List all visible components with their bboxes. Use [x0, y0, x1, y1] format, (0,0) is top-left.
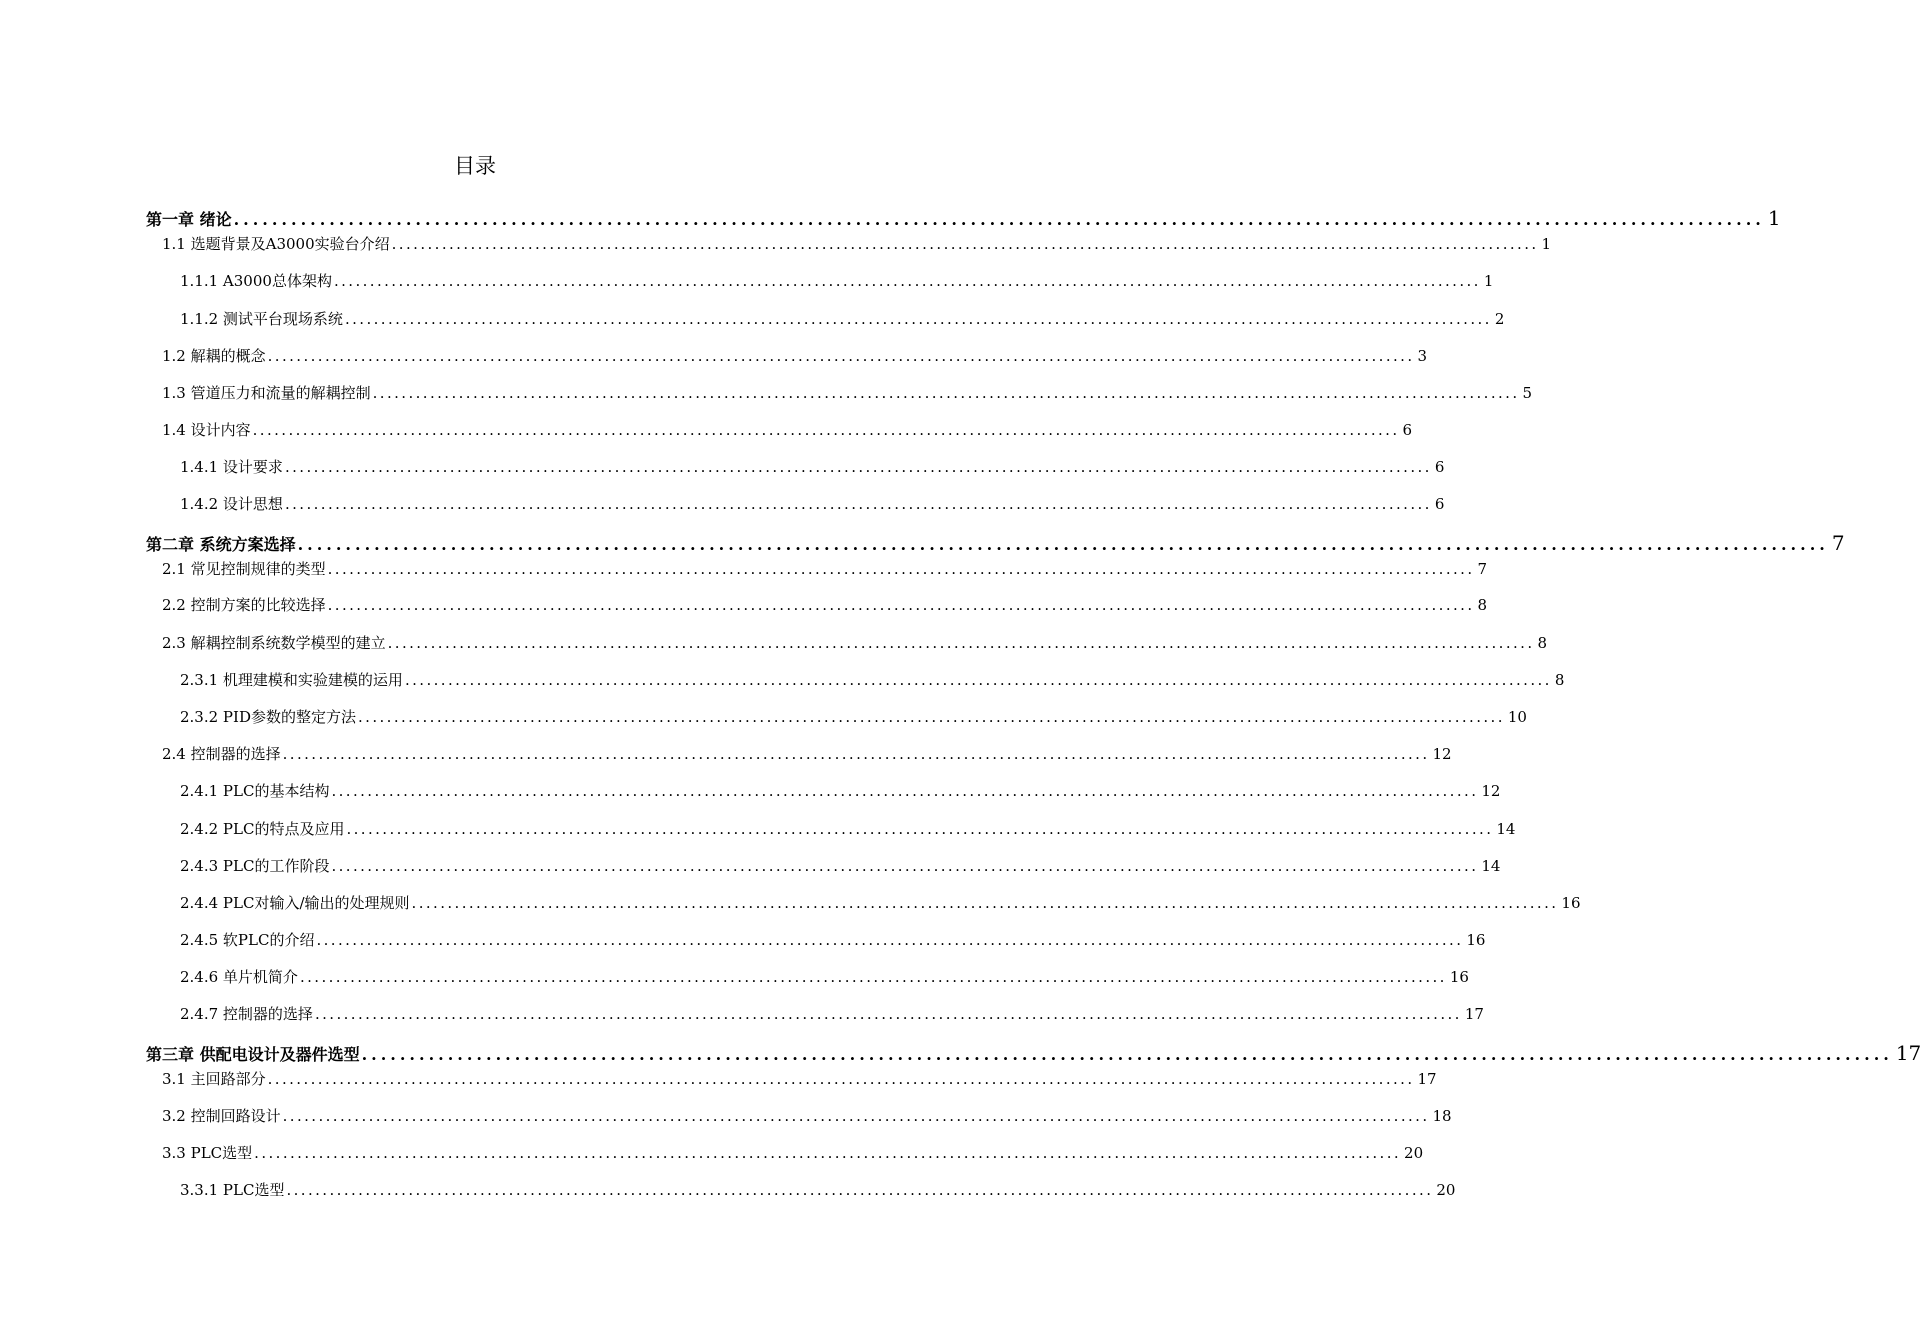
toc-entry-label: 2.4.7 控制器的选择	[180, 1005, 313, 1023]
toc-entry[interactable]	[180, 817, 1516, 841]
toc-entry-page-number: 18	[1432, 1107, 1452, 1125]
toc-dot-leader: ................................................................................................................................................................	[284, 458, 1432, 476]
toc-entry-label: 2.4.1 PLC的基本结构	[180, 782, 330, 800]
toc-entry-label: 第二章 系统方案选择	[146, 535, 296, 554]
toc-entry-page-number: 3	[1417, 347, 1428, 365]
toc-entry-page-number: 17	[1417, 1070, 1437, 1088]
toc-entry-page-number: 12	[1481, 782, 1501, 800]
toc-entry-label: 2.3.2 PID参数的整定方法	[180, 708, 356, 726]
toc-entry[interactable]	[180, 1002, 1484, 1026]
toc-entry[interactable]	[180, 928, 1486, 952]
toc-dot-leader: ................................................................................................................................................................	[331, 857, 1479, 875]
toc-dot-leader: ................................................................................................................................................................	[233, 210, 1765, 229]
toc-dot-leader: ................................................................................................................................................................	[391, 235, 1539, 253]
toc-dot-leader: ................................................................................................................................................................	[297, 535, 1829, 554]
toc-dot-leader: ................................................................................................................................................................	[282, 1107, 1430, 1125]
toc-entry[interactable]	[162, 557, 1488, 581]
toc-entry[interactable]	[146, 531, 1845, 555]
toc-entry-label: 2.3.1 机理建模和实验建模的运用	[180, 671, 403, 689]
toc-entry-label: 1.4.1 设计要求	[180, 458, 283, 476]
toc-dot-leader: ................................................................................................................................................................	[252, 421, 1400, 439]
toc-entry-page-number: 8	[1554, 671, 1565, 689]
toc-dot-leader: ................................................................................................................................................................	[299, 968, 1447, 986]
toc-entry-page-number: 14	[1481, 857, 1501, 875]
toc-entry[interactable]	[146, 1041, 1921, 1065]
toc-entry-page-number: 14	[1496, 820, 1516, 838]
toc-entry[interactable]	[162, 232, 1552, 256]
toc-entry[interactable]	[180, 492, 1445, 516]
toc-dot-leader: ................................................................................................................................................................	[331, 782, 1479, 800]
toc-dot-leader: ................................................................................................................................................................	[411, 894, 1559, 912]
toc-entry[interactable]	[162, 742, 1452, 766]
toc-entry-page-number: 6	[1434, 458, 1445, 476]
toc-entry[interactable]	[162, 1067, 1437, 1091]
toc-dot-leader: ................................................................................................................................................................	[284, 495, 1432, 513]
toc-entry[interactable]	[180, 307, 1505, 331]
toc-dot-leader: ................................................................................................................................................................	[404, 671, 1552, 689]
toc-entry-page-number: 20	[1436, 1181, 1456, 1199]
toc-entry-page-number: 17	[1895, 1041, 1921, 1065]
toc-entry-page-number: 20	[1404, 1144, 1424, 1162]
toc-entry[interactable]	[180, 705, 1527, 729]
toc-entry-label: 1.1.1 A3000总体架构	[180, 272, 332, 290]
toc-entry-label: 1.1 选题背景及A3000实验台介绍	[162, 235, 390, 253]
toc-entry-page-number: 17	[1464, 1005, 1484, 1023]
toc-dot-leader: ................................................................................................................................................................	[346, 820, 1494, 838]
toc-entry-page-number: 1	[1767, 206, 1781, 230]
toc-entry-label: 1.4 设计内容	[162, 421, 251, 439]
toc-entry-label: 第一章 绪论	[146, 210, 232, 229]
toc-dot-leader: ................................................................................................................................................................	[314, 1005, 1462, 1023]
toc-entry-page-number: 7	[1831, 531, 1845, 555]
toc-entry-page-number: 8	[1477, 596, 1488, 614]
toc-dot-leader: ................................................................................................................................................................	[387, 634, 1535, 652]
toc-entry[interactable]	[162, 418, 1413, 442]
toc-entry-label: 第三章 供配电设计及器件选型	[146, 1045, 360, 1064]
toc-dot-leader: ................................................................................................................................................................	[361, 1045, 1893, 1064]
toc-dot-leader: ................................................................................................................................................................	[282, 745, 1430, 763]
toc-entry[interactable]	[180, 779, 1501, 803]
toc-entry[interactable]	[180, 269, 1494, 293]
toc-dot-leader: ................................................................................................................................................................	[316, 931, 1464, 949]
toc-entry-label: 3.1 主回路部分	[162, 1070, 266, 1088]
toc-entry-page-number: 1	[1483, 272, 1494, 290]
toc-entry[interactable]	[162, 381, 1533, 405]
toc-entry-page-number: 6	[1434, 495, 1445, 513]
toc-entry[interactable]	[162, 593, 1488, 617]
toc-dot-leader: ................................................................................................................................................................	[344, 310, 1492, 328]
toc-entry-page-number: 16	[1466, 931, 1486, 949]
toc-entry-page-number: 2	[1494, 310, 1505, 328]
toc-entry-label: 2.4.4 PLC对输入/输出的处理规则	[180, 894, 410, 912]
toc-entry-page-number: 16	[1561, 894, 1581, 912]
toc-entry[interactable]	[162, 344, 1428, 368]
toc-entry[interactable]	[180, 891, 1581, 915]
toc-entry[interactable]	[180, 965, 1469, 989]
toc-dot-leader: ................................................................................................................................................................	[333, 272, 1481, 290]
toc-entry-label: 3.3 PLC选型	[162, 1144, 253, 1162]
toc-entry[interactable]	[162, 1104, 1452, 1128]
page-title: 目录	[454, 154, 496, 178]
toc-dot-leader: ................................................................................................................................................................	[267, 347, 1415, 365]
toc-entry[interactable]	[180, 455, 1445, 479]
toc-entry-label: 2.4.2 PLC的特点及应用	[180, 820, 345, 838]
toc-dot-leader: ................................................................................................................................................................	[267, 1070, 1415, 1088]
toc-entry-label: 2.4.5 软PLC的介绍	[180, 931, 315, 949]
toc-entry[interactable]	[146, 206, 1781, 230]
toc-entry-label: 2.1 常见控制规律的类型	[162, 560, 326, 578]
toc-entry-page-number: 1	[1541, 235, 1552, 253]
toc-entry-page-number: 10	[1507, 708, 1527, 726]
toc-entry-label: 3.2 控制回路设计	[162, 1107, 281, 1125]
toc-entry[interactable]	[162, 631, 1548, 655]
toc-dot-leader: ................................................................................................................................................................	[372, 384, 1520, 402]
toc-entry-label: 2.3 解耦控制系统数学模型的建立	[162, 634, 386, 652]
toc-entry-label: 1.2 解耦的概念	[162, 347, 266, 365]
toc-entry-page-number: 12	[1432, 745, 1452, 763]
toc-dot-leader: ................................................................................................................................................................	[327, 596, 1475, 614]
toc-entry-label: 2.2 控制方案的比较选择	[162, 596, 326, 614]
toc-dot-leader: ................................................................................................................................................................	[327, 560, 1475, 578]
toc-dot-leader: ................................................................................................................................................................	[286, 1181, 1434, 1199]
toc-entry-page-number: 6	[1402, 421, 1413, 439]
toc-entry-page-number: 16	[1449, 968, 1469, 986]
toc-dot-leader: ................................................................................................................................................................	[357, 708, 1505, 726]
toc-entry[interactable]	[180, 1178, 1456, 1202]
toc-entry-label: 2.4.6 单片机简介	[180, 968, 298, 986]
toc-entry-label: 1.1.2 测试平台现场系统	[180, 310, 343, 328]
toc-entry-label: 1.3 管道压力和流量的解耦控制	[162, 384, 371, 402]
toc-entry-label: 1.4.2 设计思想	[180, 495, 283, 513]
toc-entry-label: 2.4.3 PLC的工作阶段	[180, 857, 330, 875]
toc-entry[interactable]	[180, 668, 1565, 692]
toc-dot-leader: ................................................................................................................................................................	[254, 1144, 1402, 1162]
toc-entry-page-number: 7	[1477, 560, 1488, 578]
toc-entry-page-number: 8	[1537, 634, 1548, 652]
toc-entry-label: 2.4 控制器的选择	[162, 745, 281, 763]
toc-entry-label: 3.3.1 PLC选型	[180, 1181, 285, 1199]
toc-entry[interactable]	[162, 1141, 1424, 1165]
toc-entry-page-number: 5	[1522, 384, 1533, 402]
toc-entry[interactable]	[180, 854, 1501, 878]
